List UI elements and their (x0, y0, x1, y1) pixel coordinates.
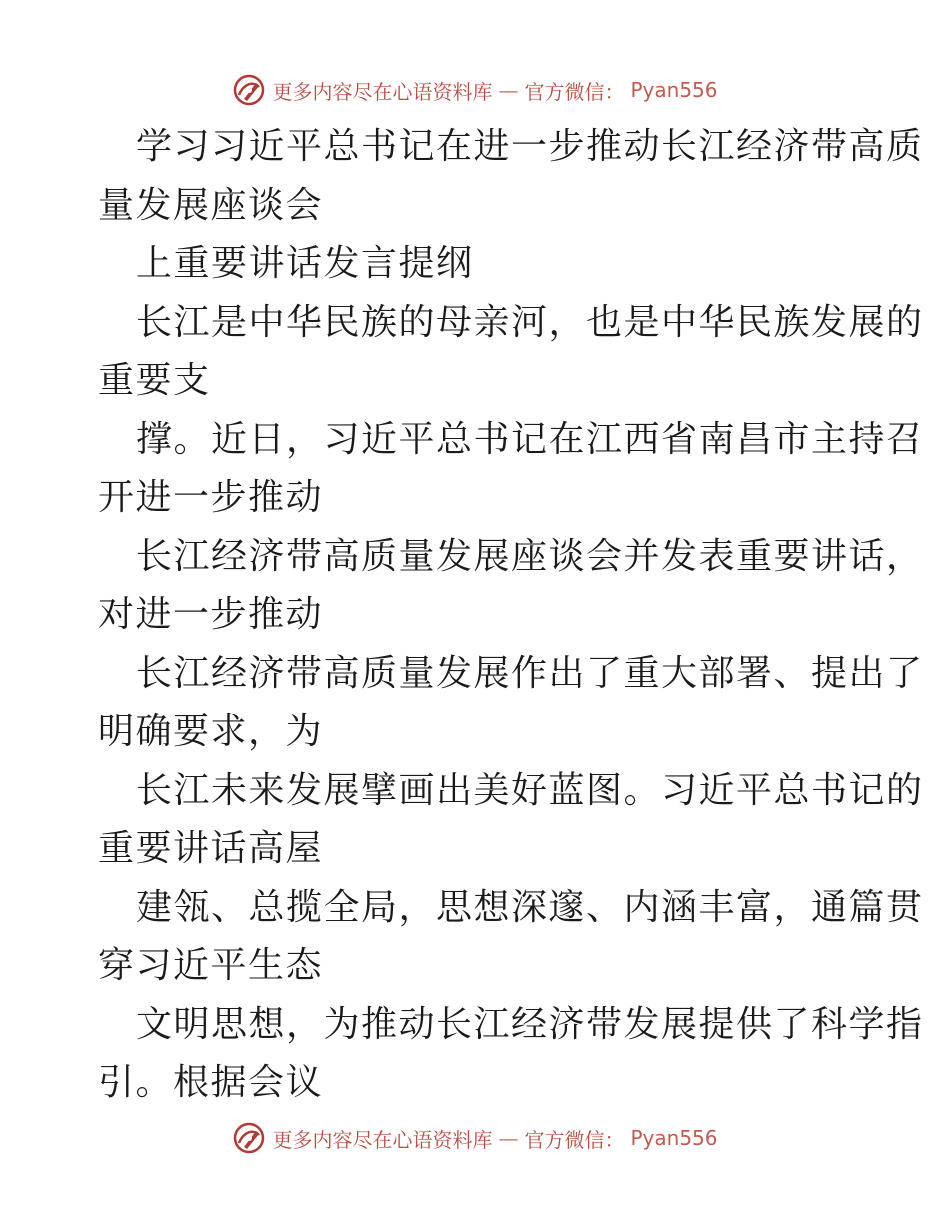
footer-banner-separator: — (498, 1126, 519, 1150)
text-line-17: 引。根据会议 (98, 1062, 324, 1103)
header-banner[interactable] (0, 70, 950, 110)
text-line-9: 对进一步推动 (98, 594, 324, 635)
text-line-15: 穿习近平生态 (98, 945, 324, 986)
red-pen-swirl-logo-icon (232, 1121, 266, 1155)
text-line-4: 长江是中华民族的母亲河，也是中华民族发展的 (136, 301, 924, 343)
footer-banner-text: 更多内容尽在心语资料库 (272, 1127, 493, 1152)
header-wechat-label: 官方微信： (524, 79, 625, 104)
footer-banner[interactable] (0, 1118, 950, 1158)
text-line-3: 上重要讲话发言提纲 (136, 243, 474, 284)
red-pen-swirl-logo-icon (232, 73, 266, 107)
text-line-6: 撑。近日，习近平总书记在江西省南昌市主持召 (136, 418, 924, 460)
header-banner-text: 更多内容尽在心语资料库 (272, 79, 493, 104)
header-wechat-id: Pyan556 (630, 78, 718, 102)
text-line-10: 长江经济带高质量发展作出了重大部署、提出了 (136, 652, 924, 694)
text-line-16: 文明思想，为推动长江经济带发展提供了科学指 (136, 1003, 924, 1045)
footer-wechat-label: 官方微信： (524, 1127, 625, 1152)
text-line-8: 长江经济带高质量发展座谈会并发表重要讲话， (136, 535, 924, 577)
text-line-2: 量发展座谈会 (98, 184, 324, 226)
text-line-7: 开进一步推动 (98, 477, 324, 518)
text-line-12: 长江未来发展擘画出美好蓝图。习近平总书记的 (136, 769, 924, 811)
text-line-1: 学习习近平总书记在进一步推动长江经济带高质 (136, 126, 924, 167)
header-banner-separator: — (498, 78, 519, 102)
footer-wechat-id: Pyan556 (630, 1126, 718, 1150)
text-line-11: 明确要求，为 (98, 711, 324, 752)
document-body (98, 118, 924, 1113)
text-line-5: 重要支 (98, 360, 211, 401)
text-line-13: 重要讲话高屋 (98, 828, 324, 869)
text-line-14: 建瓴、总揽全局，思想深邃、内涵丰富，通篇贯 (136, 886, 924, 928)
